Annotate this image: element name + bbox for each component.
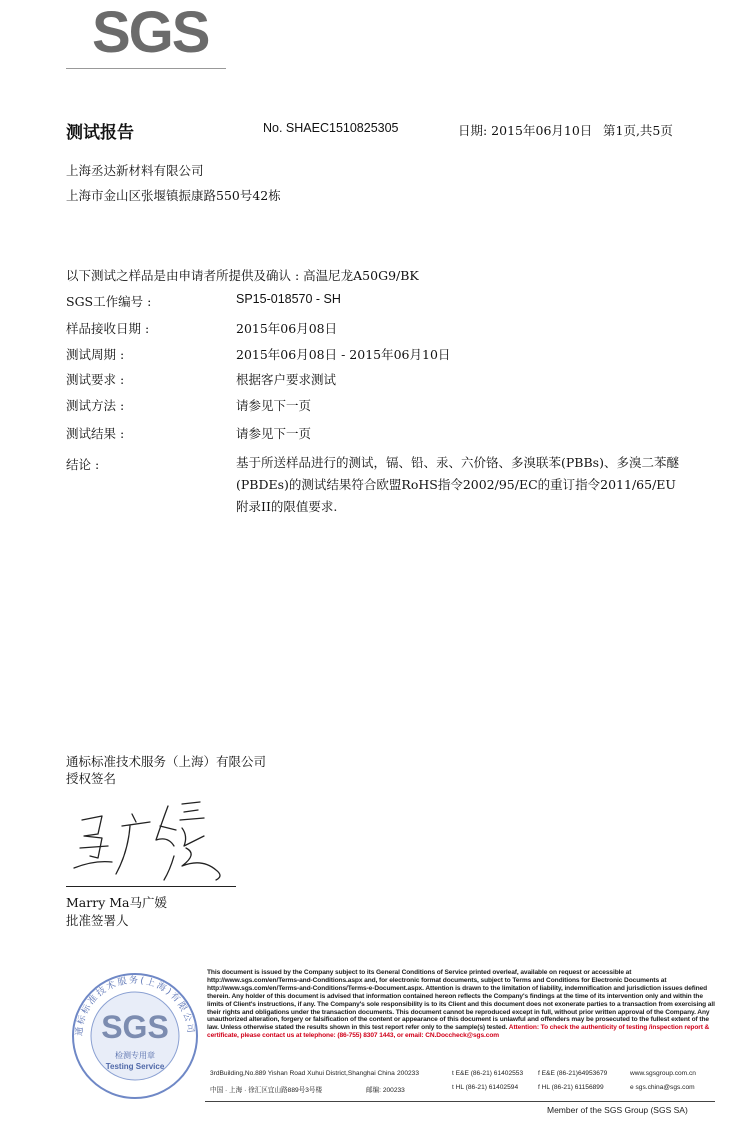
report-title: 测试报告 — [66, 123, 134, 143]
field-label-method: 测试方法 : — [66, 398, 125, 413]
field-value-received: 2015年06月08日 — [236, 321, 338, 336]
signer-role: 批准签署人 — [66, 913, 129, 928]
logo-underline — [66, 68, 226, 69]
client-name: 上海丞达新材料有限公司 — [66, 163, 204, 178]
postcode-cn: 邮编: 200233 — [366, 1087, 405, 1094]
authenticity-attention: Attention: To check the authenticity of testing /inspection report & certificate, please contact us at telephone: (86-755) 8307 1443, or email: CN.Doccheck@sgs.com — [207, 1024, 710, 1040]
company-seal — [60, 970, 210, 1100]
website: www.sgsgroup.com.cn — [630, 1070, 696, 1077]
report-date: 日期: 2015年06月10日 — [458, 123, 593, 138]
sgs-group-membership: Member of the SGS Group (SGS SA) — [547, 1105, 688, 1115]
seal-ring-text: 通标标准技术服务(上海)有限公司 — [74, 975, 196, 1037]
address-en: 3rdBuilding,No.889 Yishan Road Xuhui District,Shanghai China — [210, 1070, 395, 1077]
field-label-received: 样品接收日期 : — [66, 321, 150, 336]
field-value-result: 请参见下一页 — [236, 426, 312, 441]
seal-center-logo: SGS — [101, 1009, 169, 1045]
field-label-period: 测试周期 : — [66, 347, 125, 362]
field-value-job-no: SP15-018570 - SH — [236, 292, 341, 306]
fax-ee: f E&E (86-21)64953679 — [538, 1070, 608, 1077]
seal-line1: 检测专用章 — [115, 1051, 155, 1060]
client-address: 上海市金山区张堰镇振康路550号42栋 — [66, 188, 281, 203]
field-label-job-no: SGS工作编号 : — [66, 294, 152, 309]
contact-email: e sgs.china@sgs.com — [630, 1084, 695, 1091]
legal-disclaimer — [207, 969, 717, 1040]
postcode-en: 200233 — [397, 1070, 420, 1077]
address-cn: 中国 · 上海 · 徐汇区宜山路889号3号楼 — [210, 1087, 323, 1094]
field-value-period: 2015年06月08日 - 2015年06月10日 — [236, 347, 451, 362]
authorized-signature-label: 授权签名 — [66, 771, 117, 786]
phone-ee: t E&E (86-21) 61402553 — [452, 1070, 524, 1077]
field-label-result: 测试结果 : — [66, 426, 125, 441]
fax-hl: f HL (86-21) 61156899 — [538, 1084, 604, 1091]
signature-line — [66, 886, 236, 887]
phone-hl: t HL (86-21) 61402594 — [452, 1084, 519, 1091]
sgs-logo: SGS — [92, 0, 209, 65]
signer-name: Marry Ma马广媛 — [66, 895, 167, 910]
footer-rule — [205, 1101, 715, 1102]
conclusion-text: 基于所送样品进行的测试，镉、铅、汞、六价铬、多溴联苯(PBBs)、多溴二苯醚(PBDEs)的测试结果符合欧盟RoHS指令2002/95/EC的重订指令2011/65/EU附录II的限值要求. — [236, 455, 679, 514]
conclusion-label: 结论 : — [66, 457, 100, 472]
handwritten-signature — [64, 796, 234, 888]
report-number: No. SHAEC1510825305 — [263, 121, 399, 135]
issuing-company: 通标标准技术服务（上海）有限公司 — [66, 754, 267, 769]
field-label-requirement: 测试要求 : — [66, 372, 125, 387]
seal-line2: Testing Service — [105, 1062, 165, 1071]
field-value-method: 请参见下一页 — [236, 398, 312, 413]
page-indicator: 第1页,共5页 — [603, 123, 673, 138]
sample-intro: 以下测试之样品是由申请者所提供及确认 : 高温尼龙A50G9/BK — [66, 268, 419, 283]
disclaimer-text: This document is issued by the Company subject to its General Conditions of Service printed overleaf, available on request or accessible at http://www.sgs.com/en/Terms-and-Conditions.aspx and, for electronic format documents, subject to Terms and Conditions for Electronic Documents at http://www.sgs.com/en/Terms-and-Conditions/Terms-e-Document.aspx. Attention is drawn to the limitation of liability, indemnification and jurisdiction issues defined therein. Any holder of this document is advised that information contained hereon reflects the Company's findings at the time of its intervention only and within the limits of Client's instructions, if any. The Company's sole responsibility is to its Client and this document does not exonerate parties to a transaction from exercising all their rights and obligations under the transaction documents. This document cannot be reproduced except in full, without prior written approval of the Company. Any unauthorized alteration, forgery or falsification of the content or appearance of this document is unlawful and offenders may be prosecuted to the fullest extent of the law. Unless otherwise stated the results shown in this test report refer only to the sample(s) tested. — [207, 969, 715, 1032]
field-value-requirement: 根据客户要求测试 — [236, 372, 337, 387]
